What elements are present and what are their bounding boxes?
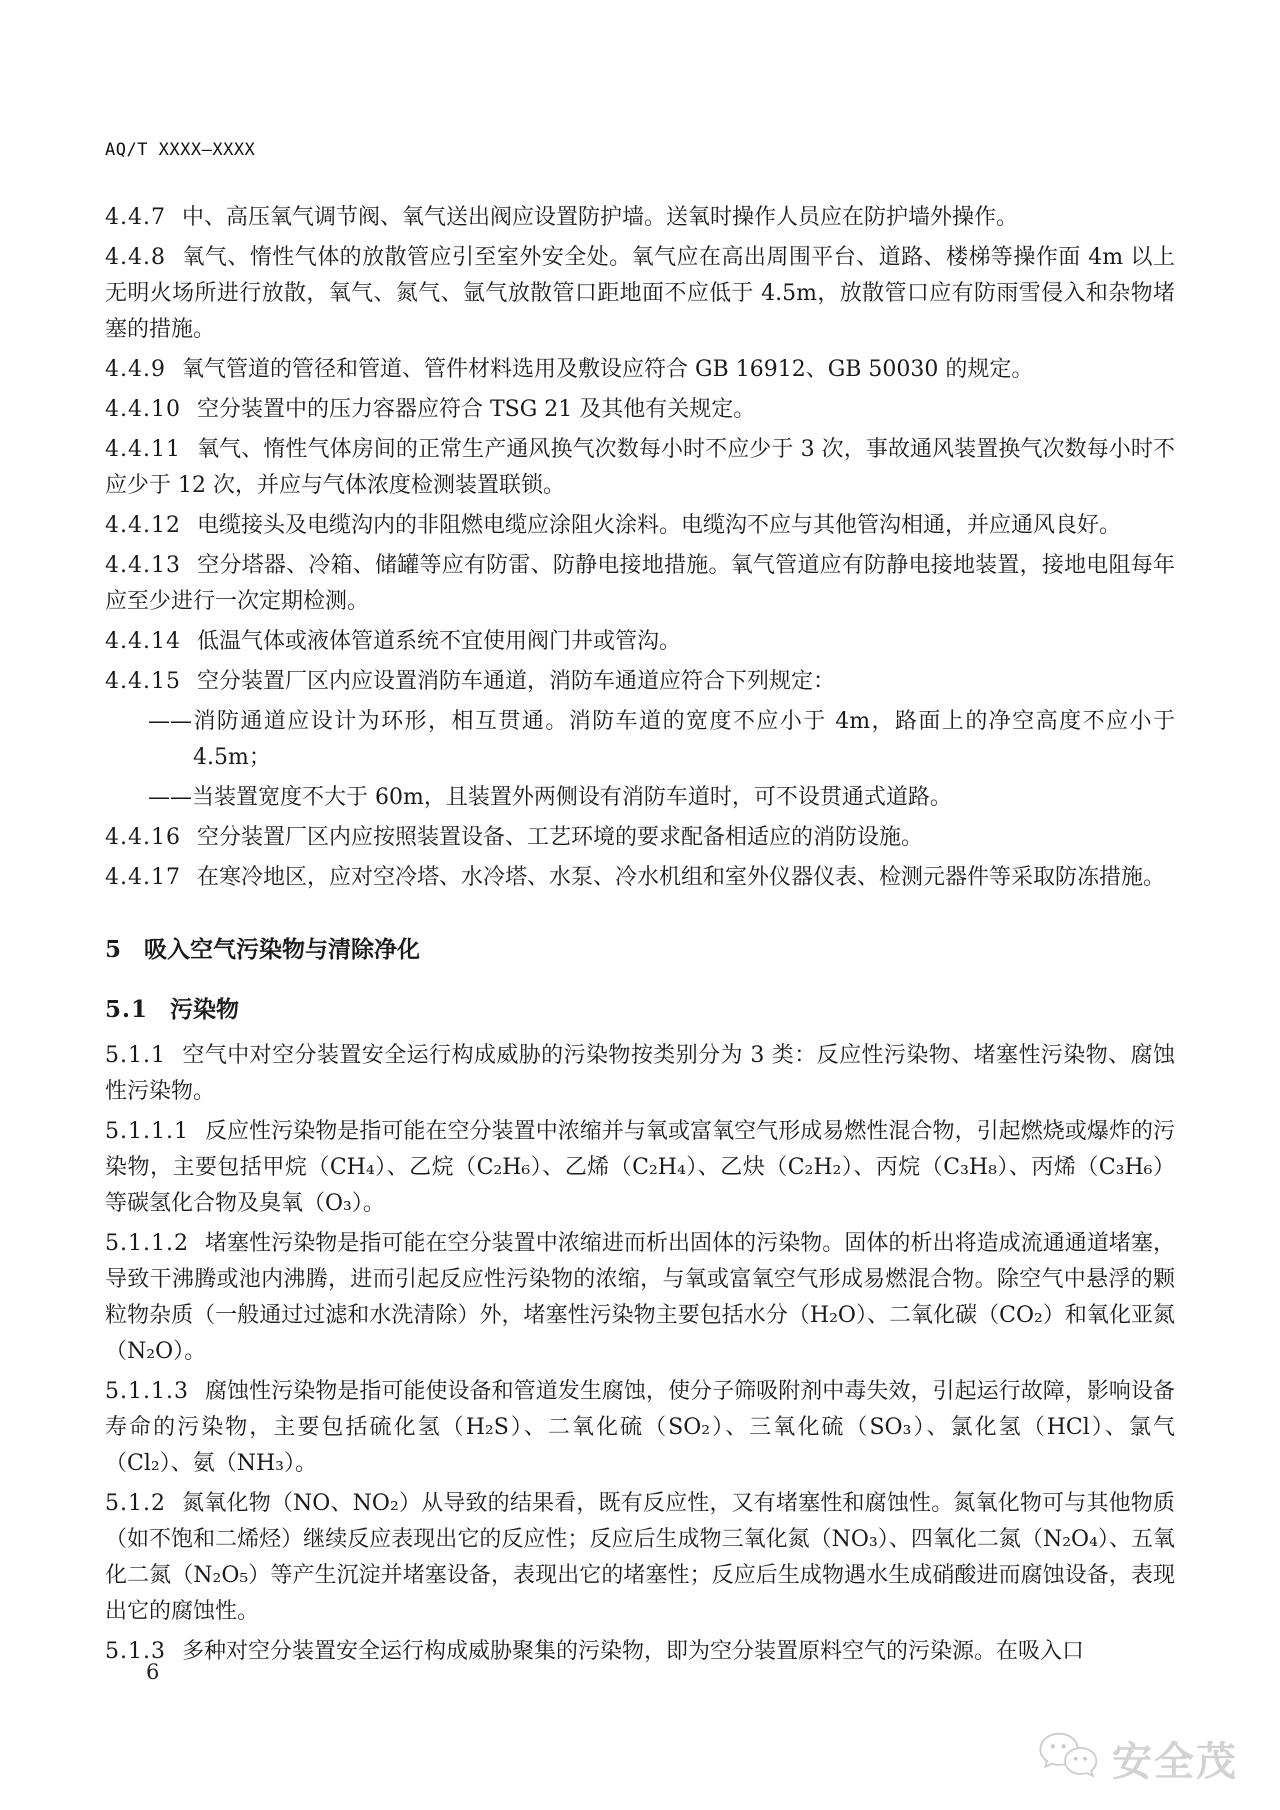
clause-number: 4.4.11 [105, 437, 181, 462]
clause-4-4-12 [105, 508, 1175, 544]
clause-text: 空分塔器、冷箱、储罐等应有防雷、防静电接地措施。氧气管道应有防静电接地装置，接地电阻每年应至少进行一次定期检测。 [105, 553, 1175, 614]
standard-code-header: AQ/T XXXX—XXXX [105, 140, 256, 160]
clause-number: 5.1.2 [105, 1491, 166, 1516]
clause-text: 中、高压氧气调节阀、氧气送出阀应设置防护墙。送氧时操作人员应在防护墙外操作。 [181, 205, 1018, 230]
wechat-bubbles-icon [1036, 1731, 1102, 1787]
clause-4-4-13 [105, 548, 1175, 620]
document-body [105, 200, 1175, 1670]
clause-text: 电缆接头及电缆沟内的非阻燃电缆应涂阻火涂料。电缆沟不应与其他管沟相通，并应通风良好。 [196, 513, 1121, 538]
heading-title: 污染物 [170, 996, 240, 1023]
clause-5-1-3 [105, 1634, 1175, 1670]
clause-4-4-8 [105, 240, 1175, 348]
clause-number: 4.4.9 [105, 357, 166, 382]
clause-number: 4.4.8 [105, 245, 166, 270]
clause-number: 4.4.17 [105, 865, 181, 890]
clause-5-1-2 [105, 1486, 1175, 1630]
heading-number: 5 [105, 936, 123, 963]
watermark-text: 安全茂 [1112, 1739, 1238, 1785]
clause-text: 低温气体或液体管道系统不宜使用阀门井或管沟。 [196, 629, 681, 654]
clause-text: 空分装置厂区内应按照装置设备、工艺环境的要求配备相适应的消防设施。 [196, 825, 923, 850]
clause-number: 5.1.3 [105, 1639, 166, 1664]
clause-text: 反应性污染物是指可能在空分装置中浓缩并与氧或富氧空气形成易燃性混合物，引起燃烧或爆炸的污染物，主要包括甲烷（CH₄）、乙烷（C₂H₆）、乙烯（C₂H₄）、乙炔（C₂H₂）、丙烷（C₃H₈）、丙烯（C₃H₆）等碳氢化合物及臭氧（O₃）。 [105, 1119, 1175, 1216]
clause-text: 多种对空分装置安全运行构成威胁聚集的污染物，即为空分装置原料空气的污染源。在吸入口 [181, 1639, 1084, 1664]
clause-number: 4.4.10 [105, 397, 181, 422]
clause-number: 4.4.7 [105, 205, 166, 230]
clause-number: 5.1.1.3 [105, 1379, 189, 1404]
clause-4-4-11 [105, 432, 1175, 504]
clause-number: 5.1.1 [105, 1043, 166, 1068]
clause-4-4-9 [105, 352, 1175, 388]
heading-title: 吸入空气污染物与清除净化 [144, 936, 421, 963]
clause-5-1-1-3 [105, 1374, 1175, 1482]
clause-number: 4.4.13 [105, 553, 181, 578]
clause-number: 5.1.1.1 [105, 1119, 189, 1144]
clause-4-4-10 [105, 392, 1175, 428]
clause-text: 氮氧化物（NO、NO₂）从导致的结果看，既有反应性，又有堵塞性和腐蚀性。氮氧化物可与其他物质（如不饱和二烯烃）继续反应表现出它的反应性；反应后生成物三氧化氮（NO₃）、四氧化二氮（N₂O₄）、五氧化二氮（N₂O₅）等产生沉淀并堵塞设备，表现出它的堵塞性；反应后生成物遇水生成硝酸进而腐蚀设备，表现出它的腐蚀性。 [105, 1491, 1175, 1624]
clause-text: 空气中对空分装置安全运行构成威胁的污染物按类别分为 3 类：反应性污染物、堵塞性污染物、腐蚀性污染物。 [105, 1043, 1175, 1104]
clause-text: 在寒冷地区，应对空冷塔、水冷塔、水泵、冷水机组和室外仪器仪表、检测元器件等采取防冻措施。 [196, 865, 1165, 890]
clause-text: 氧气、惰性气体的放散管应引至室外安全处。氧气应在高出周围平台、道路、楼梯等操作面 4m 以上无明火场所进行放散，氧气、氮气、氩气放散管口距地面不应低于 4.5m，放散管口应有防雨雪侵入和杂物堵塞的措施。 [105, 245, 1175, 342]
clause-text: 空分装置厂区内应设置消防车通道，消防车通道应符合下列规定： [196, 669, 835, 694]
clause-number: 4.4.12 [105, 513, 181, 538]
clause-text: 氧气、惰性气体房间的正常生产通风换气次数每小时不应少于 3 次，事故通风装置换气次数每小时不应少于 12 次，并应与气体浓度检测装置联锁。 [105, 437, 1175, 498]
heading-number: 5.1 [105, 996, 149, 1023]
clause-5-1-1 [105, 1038, 1175, 1110]
clause-4-4-16 [105, 820, 1175, 856]
dash-list-item-1: ——消防通道应设计为环形，相互贯通。消防车道的宽度不应小于 4m，路面上的净空高度不应小于 4.5m； [148, 709, 1175, 770]
clause-number: 4.4.16 [105, 825, 181, 850]
section-5-1-heading [105, 994, 1175, 1026]
clause-4-4-14 [105, 624, 1175, 660]
watermark [1036, 1730, 1238, 1787]
clause-text: 堵塞性污染物是指可能在空分装置中浓缩进而析出固体的污染物。固体的析出将造成流通通道堵塞，导致干沸腾或池内沸腾，进而引起反应性污染物的浓缩，与氧或富氧空气形成易燃混合物。除空气中悬浮的颗粒物杂质（一般通过过滤和水洗清除）外，堵塞性污染物主要包括水分（H₂O）、二氧化碳（CO₂）和氧化亚氮（N₂O）。 [105, 1231, 1175, 1364]
clause-4-4-15 [105, 664, 1175, 700]
clause-number: 4.4.14 [105, 629, 181, 654]
clause-text: 空分装置中的压力容器应符合 TSG 21 及其他有关规定。 [196, 397, 756, 422]
clause-5-1-1-2 [105, 1226, 1175, 1370]
clause-number: 4.4.15 [105, 669, 181, 694]
clause-text: 腐蚀性污染物是指可能使设备和管道发生腐蚀，使分子筛吸附剂中毒失效，引起运行故障，影响设备寿命的污染物，主要包括硫化氢（H₂S）、二氧化硫（SO₂）、三氧化硫（SO₃）、氯化氢（HCl）、氯气（Cl₂）、氨（NH₃）。 [105, 1379, 1175, 1476]
clause-text: 氧气管道的管径和管道、管件材料选用及敷设应符合 GB 16912、GB 50030 的规定。 [181, 357, 1034, 382]
clause-number: 5.1.1.2 [105, 1231, 189, 1256]
section-5-heading [105, 934, 1175, 966]
clause-4-4-17 [105, 860, 1175, 896]
clause-5-1-1-1 [105, 1114, 1175, 1222]
clause-4-4-7 [105, 200, 1175, 236]
page-number: 6 [146, 1660, 160, 1684]
dash-list-item-2: ——当装置宽度不大于 60m，且装置外两侧设有消防车道时，可不设贯通式道路。 [148, 785, 952, 810]
